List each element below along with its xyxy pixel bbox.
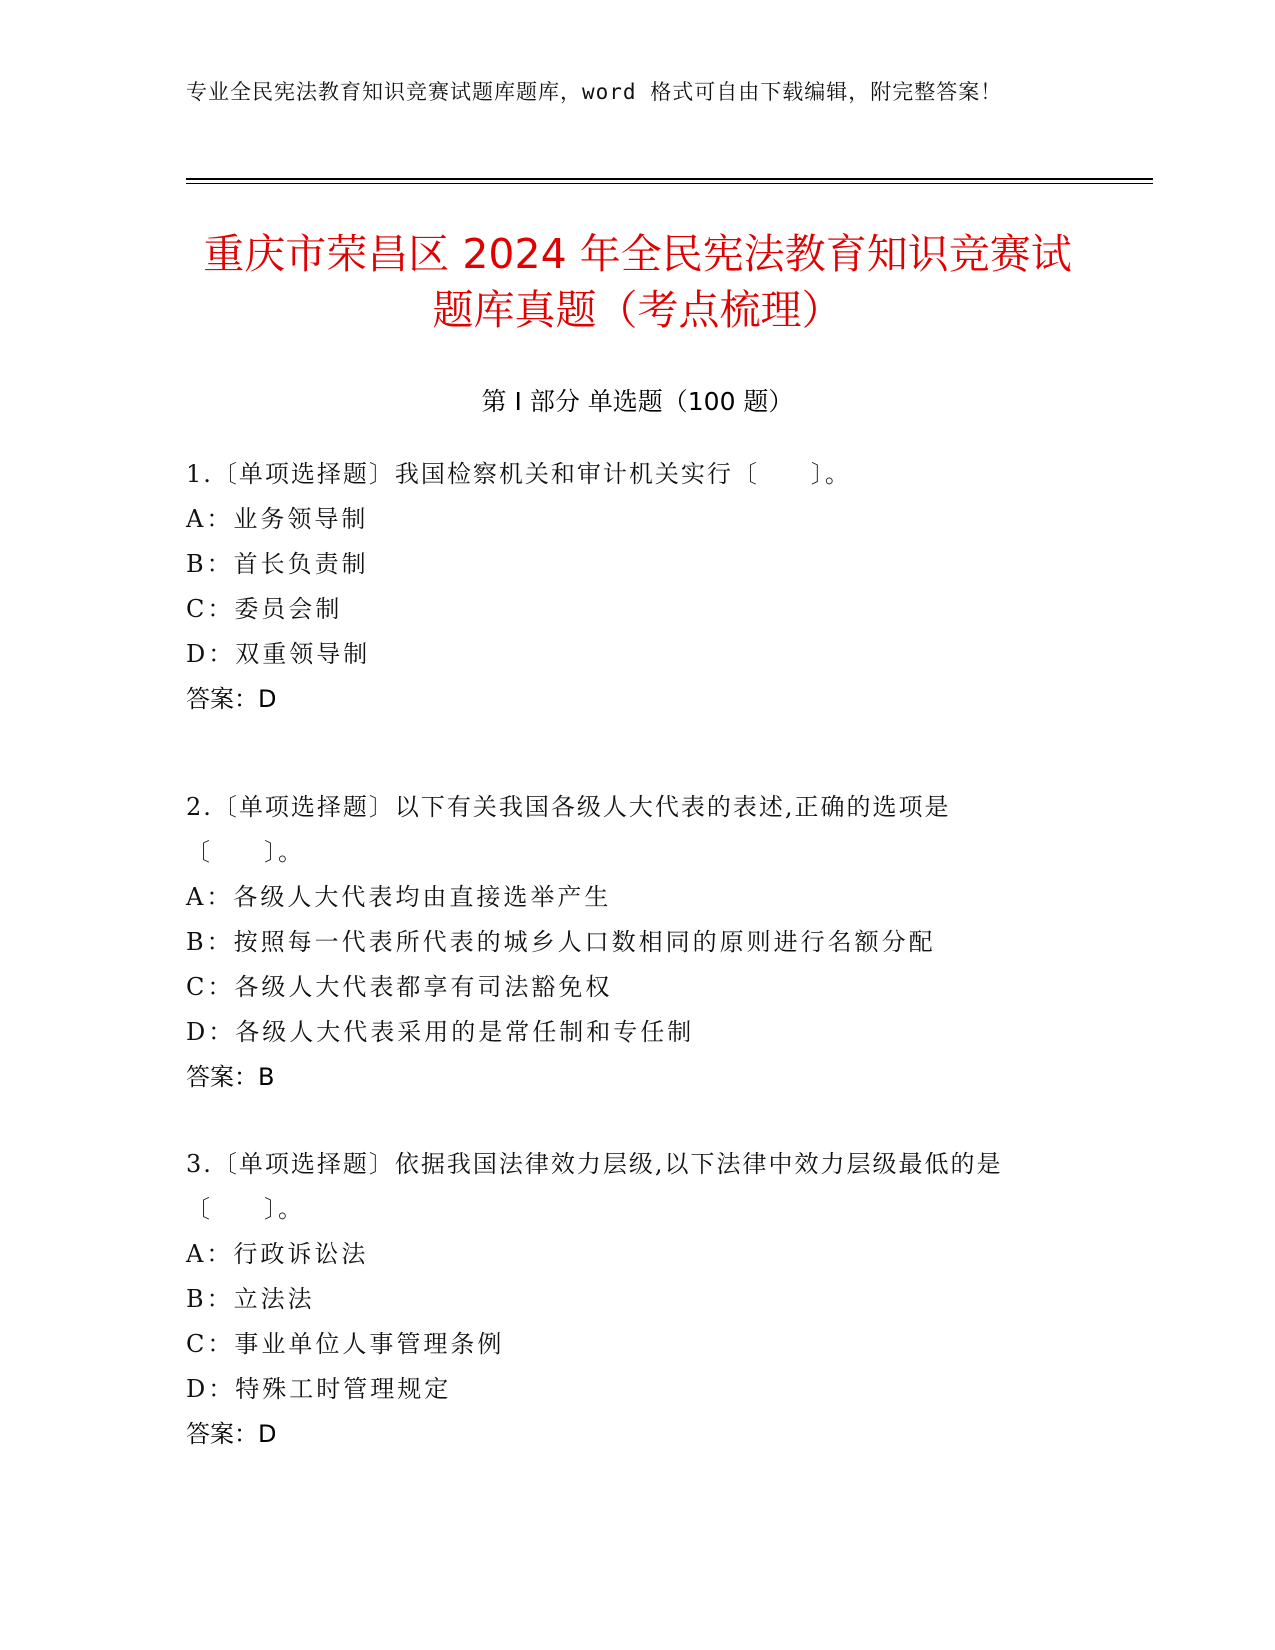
option-b: B：立法法 [186,1285,315,1313]
header-rule-thick [186,178,1153,180]
option-a: A：行政诉讼法 [186,1240,369,1268]
option-b: B：按照每一代表所代表的城乡人口数相同的原则进行名额分配 [186,928,936,956]
answer: 答案：D [186,1420,277,1448]
option-a: A：各级人大代表均由直接选举产生 [186,883,612,911]
option-d: D：双重领导制 [186,640,371,668]
answer: 答案：B [186,1063,275,1091]
question-stem: 2.〔单项选择题〕以下有关我国各级人大代表的表述,正确的选项是〔 〕。 [186,793,951,866]
header-note: 专业全民宪法教育知识竞赛试题库题库，word 格式可自由下载编辑，附完整答案！ [186,80,1003,104]
question-stem: 3.〔单项选择题〕依据我国法律效力层级,以下法律中效力层级最低的是〔 〕。 [186,1150,1003,1223]
option-c: C：各级人大代表都享有司法豁免权 [186,973,613,1001]
option-a: A：业务领导制 [186,505,369,533]
option-d: D：各级人大代表采用的是常任制和专任制 [186,1018,695,1046]
header-rule-thin [186,183,1153,184]
question-stem: 1.〔单项选择题〕我国检察机关和审计机关实行〔 〕。 [186,460,851,488]
option-c: C：事业单位人事管理条例 [186,1330,505,1358]
question-1 [186,452,1066,722]
section-heading: 第 I 部分 单选题（100 题） [481,387,794,416]
option-b: B：首长负责制 [186,550,369,578]
question-2 [186,785,1066,1100]
option-c: C：委员会制 [186,595,343,623]
document-title: 重庆市荣昌区 2024 年全民宪法教育知识竞赛试题库真题（考点梳理） [203,230,1072,334]
answer: 答案：D [186,685,277,713]
option-d: D：特殊工时管理规定 [186,1375,452,1403]
question-3 [186,1142,1066,1457]
